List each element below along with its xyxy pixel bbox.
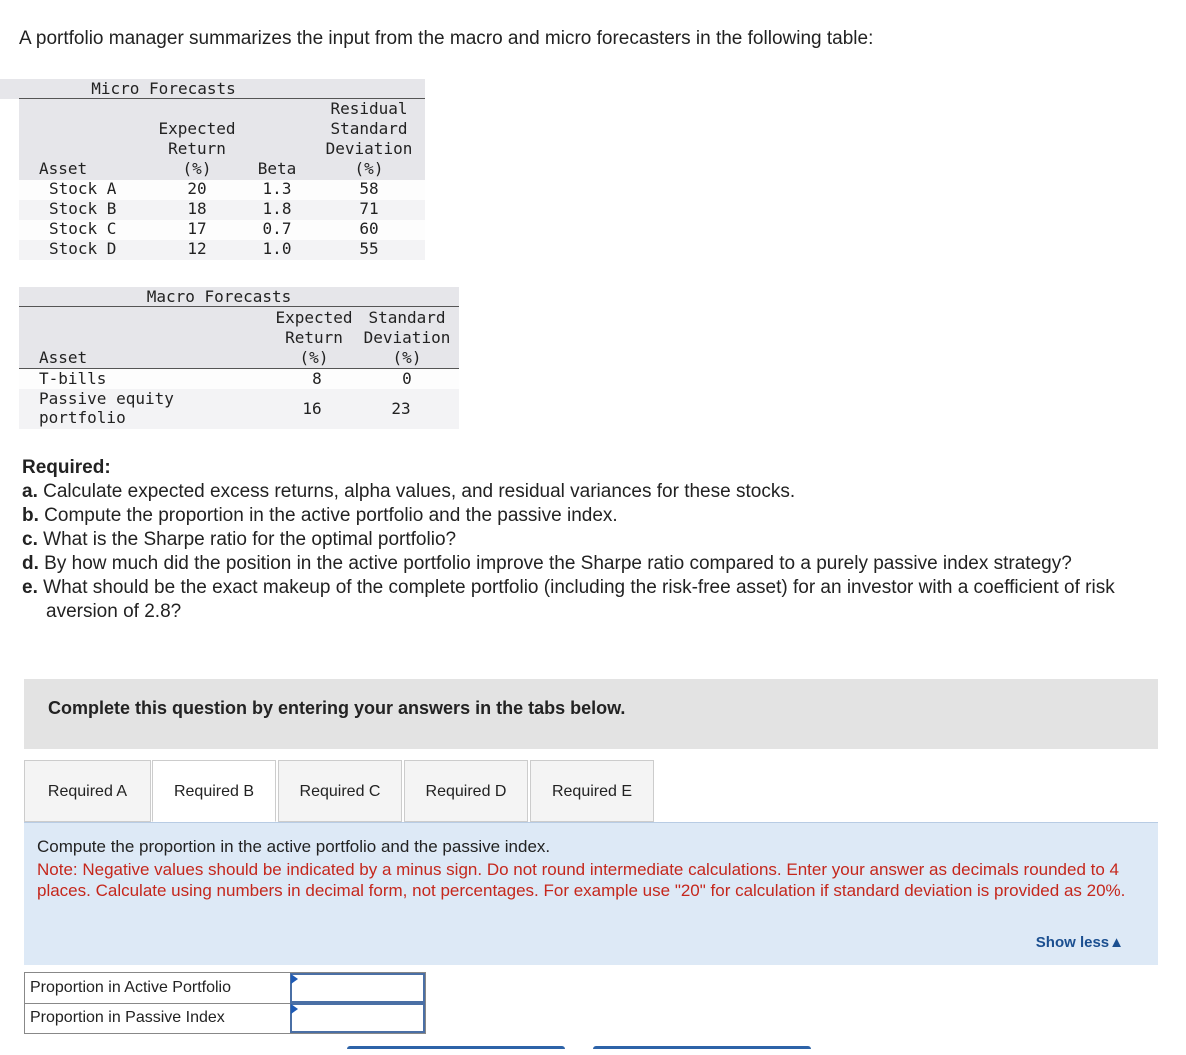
answer-table	[24, 972, 426, 1034]
micro-header-rsd-4: (%)	[354, 159, 384, 178]
micro-rsd: 58	[359, 179, 379, 198]
macro-asset-line1: Passive equity	[39, 389, 174, 408]
micro-caption: Micro Forecasts	[0, 79, 327, 99]
tab-required-c[interactable]: Required C	[278, 760, 402, 822]
micro-header-er-1: Expected	[158, 119, 236, 138]
input-flag-icon	[291, 974, 298, 984]
macro-asset: T-bills	[39, 369, 107, 388]
macro-er: 8	[312, 369, 322, 388]
passive-index-input[interactable]	[290, 1003, 425, 1033]
micro-er: 18	[187, 199, 207, 218]
active-portfolio-input[interactable]	[290, 973, 425, 1003]
required-item-e: e. What should be the exact makeup of the complete portfolio (including the risk-free asset) for an investor with a coefficient of risk aversion of 2.8?	[22, 577, 1115, 622]
macro-forecasts-table	[19, 287, 459, 429]
show-less-link[interactable]: Show less▲	[1035, 934, 1124, 951]
tab-required-a[interactable]: Required A	[24, 760, 151, 822]
required-list	[22, 456, 1132, 624]
macro-er: 16	[302, 399, 322, 418]
input-flag-icon	[291, 1004, 298, 1014]
micro-header-er-3: (%)	[182, 159, 212, 178]
micro-rsd: 55	[359, 239, 379, 258]
micro-header-rsd-1: Residual	[330, 99, 408, 118]
micro-header-asset: Asset	[39, 159, 88, 178]
micro-er: 17	[187, 219, 207, 238]
next-button[interactable]	[593, 1046, 811, 1055]
tab-required-b[interactable]: Required B	[152, 760, 276, 822]
macro-header-sd-1: Standard	[368, 308, 446, 327]
required-item-a: a. Calculate expected excess returns, alpha values, and residual variances for these stocks.	[22, 481, 796, 502]
macro-header-asset: Asset	[39, 348, 88, 367]
banner-text: Complete this question by entering your answers in the tabs below.	[48, 698, 626, 718]
macro-sd: 23	[391, 399, 411, 418]
tab-required-d[interactable]: Required D	[404, 760, 528, 822]
micro-asset: Stock B	[49, 199, 117, 218]
tab-panel-instructions	[24, 822, 1158, 965]
panel-note: Note: Negative values should be indicated by a minus sign. Do not round intermediate calculations. Enter your answer as decimals rounded to 4 places. Calculate using numbers in decimal form, not percentages. For example use "20" for calculation if standard deviation is provided as 20%.	[37, 860, 1126, 900]
intro-text: A portfolio manager summarizes the input from the macro and micro forecasters in the following table:	[19, 28, 874, 49]
micro-rsd: 71	[359, 199, 379, 218]
answer-label: Proportion in Passive Index	[30, 1009, 225, 1026]
macro-header-er-3: (%)	[299, 348, 329, 367]
required-item-b: b. Compute the proportion in the active portfolio and the passive index.	[22, 505, 618, 526]
micro-asset: Stock A	[49, 179, 117, 198]
micro-header-er-2: Return	[168, 139, 226, 158]
answer-label: Proportion in Active Portfolio	[30, 979, 231, 996]
micro-beta: 0.7	[262, 219, 292, 238]
prev-button[interactable]	[347, 1046, 565, 1055]
micro-forecasts-table	[19, 79, 425, 260]
panel-question: Compute the proportion in the active portfolio and the passive index.	[37, 837, 551, 856]
micro-er: 12	[187, 239, 207, 258]
required-item-d: d. By how much did the position in the active portfolio improve the Sharpe ratio compared to a purely passive index strategy?	[22, 553, 1072, 574]
macro-sd: 0	[402, 369, 412, 388]
micro-header-rsd-2: Standard	[330, 119, 408, 138]
macro-asset-line2: portfolio	[39, 408, 126, 427]
micro-beta: 1.3	[262, 179, 292, 198]
micro-beta: 1.0	[262, 239, 292, 258]
micro-rsd: 60	[359, 219, 379, 238]
macro-header-sd-2: Deviation	[363, 328, 451, 347]
micro-asset: Stock D	[49, 239, 117, 258]
micro-asset: Stock C	[49, 219, 117, 238]
micro-header-beta: Beta	[257, 159, 297, 178]
micro-beta: 1.8	[262, 199, 292, 218]
macro-header-sd-3: (%)	[392, 348, 422, 367]
instruction-banner	[24, 679, 1158, 749]
answer-row-passive	[25, 1003, 425, 1033]
micro-er: 20	[187, 179, 207, 198]
tab-required-e[interactable]: Required E	[530, 760, 654, 822]
macro-header-er-2: Return	[285, 328, 343, 347]
answer-row-active	[25, 973, 425, 1003]
required-label: Required:	[22, 457, 111, 478]
macro-header-er-1: Expected	[275, 308, 353, 327]
required-item-c: c. What is the Sharpe ratio for the optimal portfolio?	[22, 529, 457, 550]
macro-caption: Macro Forecasts	[19, 287, 419, 307]
micro-header-rsd-3: Deviation	[325, 139, 413, 158]
